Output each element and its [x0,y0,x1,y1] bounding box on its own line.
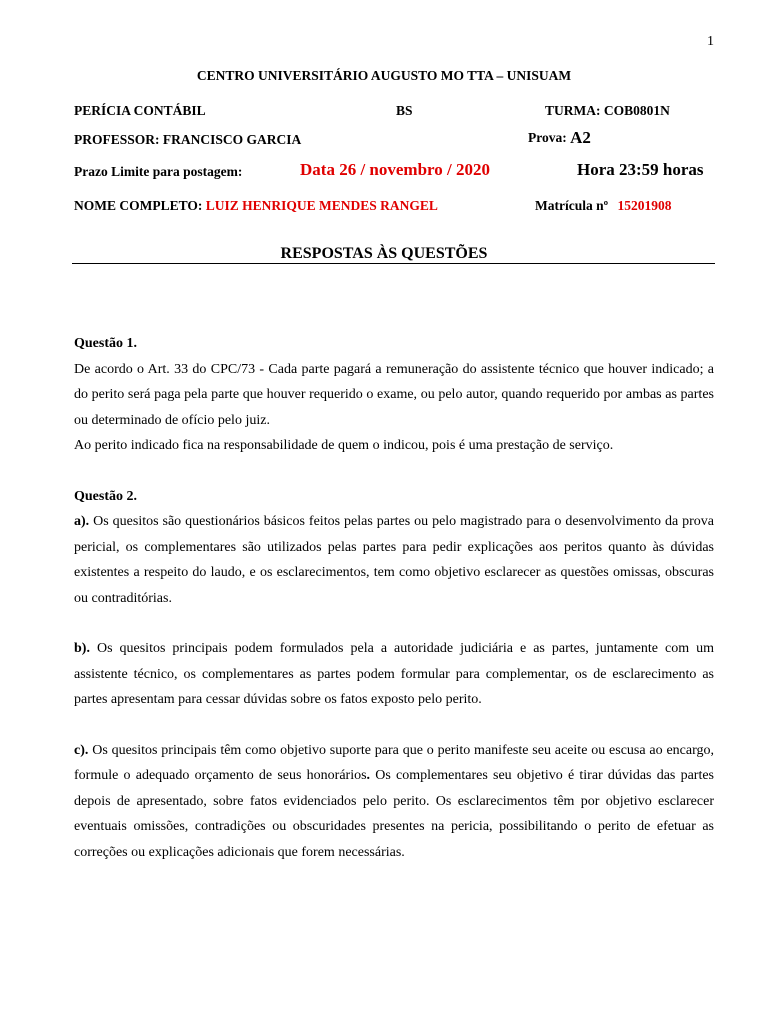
answer-b-text: Os quesitos principais podem formulados pela a autoridade judiciária e as partes, juntamente com um assistente técnico, os complementares as partes podem formular para complementar, os de esclarecimento as partes apresentam para cessar dúvidas sobre os fatos exposto pelo perito. [74,641,714,707]
student-name-label: NOME COMPLETO: [74,198,203,213]
deadline-time: Hora 23:59 horas [577,160,704,179]
registration-value: 15201908 [617,198,672,213]
exam-value: A2 [570,128,591,147]
course-name: PERÍCIA CONTÁBIL [74,103,206,118]
institution-name: CENTRO UNIVERSITÁRIO AUGUSTO MO TTA – UNISUAM [196,68,572,83]
registration-field [535,198,671,214]
question-2-answer-b [74,636,714,713]
deadline-label: Prazo Limite para postagem: [74,164,243,179]
question-1-paragraph-1: De acordo o Art. 33 do CPC/73 - Cada parte pagará a remuneração do assistente técnico que houver indicado; a do perito será paga pela parte que houver requerido o exame, ou pelo autor, quando requerido por ambas as partes ou determinado de ofício pelo juiz. [74,361,714,428]
student-name-value: LUIZ HENRIQUE MENDES RANGEL [205,198,438,213]
exam-label: Prova: [528,130,567,145]
page-title: RESPOSTAS ÀS QUESTÕES [280,245,488,262]
answer-c-bold-dot: . [366,768,371,783]
title-underline [72,263,715,264]
page-number: 1 [707,34,714,49]
answer-a-text: Os quesitos são questionários básicos feitos pelas partes ou pelo magistrado para o desenvolvimento da prova pericial, os complementares são utilizados pelas partes para pedir explicações aos peritos quanto às dúvidas existentes a respeito do laudo, e os esclarecimentos, tem como objetivo esclarecer as questões omissas, obscuras ou contraditórias. [74,514,714,606]
question-2-answer-a [74,509,714,611]
registration-label: Matrícula nº [535,198,609,213]
course-code: BS [396,103,413,118]
professor-name: PROFESSOR: FRANCISCO GARCIA [74,132,302,147]
answer-c-label: c). [74,742,89,758]
question-1-block [74,331,714,865]
deadline-date: Data 26 / novembro / 2020 [300,160,490,179]
answer-c-text-2: Os complementares seu objetivo é tirar dúvidas das partes depois de apresentado, sobre fatos evidenciados pelo perito. Os esclarecimentos têm por objetivo esclarecer eventuais omissões, contradições ou obscuridades presentes na pericia, possibilitando o perito de efetuar as correções ou explicações adicionais que forem necessárias. [74,768,715,860]
answer-a-label: a). [74,514,90,529]
question-1-title: Questão 1. [74,336,137,351]
exam-info [528,128,591,148]
answer-c-text-1: Os quesitos principais têm como objetivo suporte para que o perito manifeste seu aceite ou escusa ao encargo, formule o adequado orçamento de seus honorários [74,742,714,783]
question-2-answer-c [74,738,714,866]
answer-b-label: b). [74,641,90,656]
class-code: TURMA: COB0801N [545,103,670,118]
question-1-paragraph-2: Ao perito indicado fica na responsabilidade de quem o indicou, pois é uma prestação de serviço. [74,438,614,453]
student-name-field [74,198,438,214]
question-2-title: Questão 2. [74,488,137,504]
